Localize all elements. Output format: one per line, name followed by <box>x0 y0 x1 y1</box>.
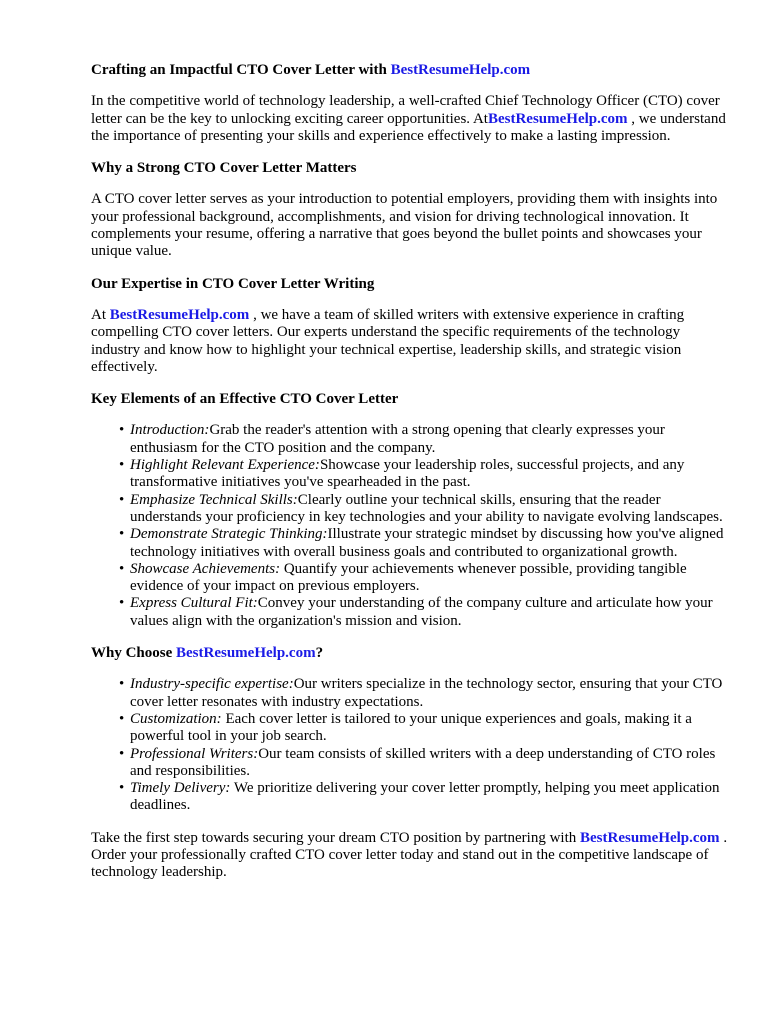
list-item-text: Clearly outline your technical skills, ensuring that the reader understands your proficiency in key technologies and your ability to navigate evolving landscapes. <box>130 491 723 525</box>
bullet-icon: • <box>119 526 125 543</box>
section-heading-why-choose <box>91 645 728 662</box>
list-item-label: Demonstrate Strategic Thinking: <box>130 526 328 543</box>
list-item-label: Industry-specific expertise: <box>130 676 294 693</box>
bullet-icon: • <box>119 422 125 439</box>
list-item-text: Illustrate your strategic mindset by discussing how you've aligned technology initiatives with overall business goals and contributed to organizational growth. <box>130 526 724 560</box>
closing-paragraph <box>91 830 728 882</box>
bullet-icon: • <box>119 676 125 693</box>
bullet-icon: • <box>119 710 125 727</box>
list-item <box>119 526 728 561</box>
section2-text-after: , we have a team of skilled writers with extensive experience in crafting compelling CTO cover letters. Our experts understand the specific requirements of the technology industry and know how to highlight your technical expertise, leadership skills, and strategic vision effectively. <box>91 306 685 375</box>
list-item-label: Express Cultural Fit: <box>130 595 258 612</box>
section2-paragraph <box>91 307 728 376</box>
list-item-text: Our writers specialize in the technology sector, ensuring that your CTO cover letter resonates with industry expectations. <box>130 676 723 710</box>
list-item <box>119 710 728 746</box>
why-choose-list <box>91 676 728 814</box>
list-item <box>119 676 728 711</box>
list-item-label: Professional Writers: <box>130 745 259 762</box>
intro-text-before: In the competitive world of technology leadership, a well-crafted Chief Technology Officer (CTO) cover letter can be the key to unlocking exciting career opportunities. At <box>91 93 720 127</box>
bullet-icon: • <box>119 560 125 577</box>
list-item <box>119 745 728 781</box>
section1-paragraph: A CTO cover letter serves as your introduction to potential employers, providing them with insights into your professional background, accomplishments, and vision for driving technological innovation. It complements your resume, offering a narrative that goes beyond the bullet points and showcases your unique value. <box>91 191 718 260</box>
why-choose-suffix: ? <box>315 645 324 662</box>
title-link[interactable]: BestResumeHelp.com <box>390 62 531 78</box>
page-title <box>91 62 728 79</box>
intro-link[interactable]: BestResumeHelp.com <box>487 110 628 127</box>
bullet-icon: • <box>119 595 125 612</box>
list-item-text: Convey your understanding of the company culture and articulate how your values align with the organization's mission and vision. <box>130 595 713 629</box>
section-heading-key-elements: Key Elements of an Effective CTO Cover Letter <box>91 391 399 408</box>
list-item <box>119 595 728 630</box>
list-item-label: Highlight Relevant Experience: <box>130 457 320 474</box>
list-item-label: Showcase Achievements: <box>130 560 281 577</box>
list-item-text: Grab the reader's attention with a strong opening that clearly expresses your enthusiasm for the CTO position and the company. <box>130 422 665 456</box>
bullet-icon: • <box>119 745 125 762</box>
list-item-label: Introduction: <box>130 422 210 439</box>
list-item-label: Customization: <box>130 710 222 727</box>
section2-link[interactable]: BestResumeHelp.com <box>109 306 250 323</box>
list-item <box>119 780 728 815</box>
list-item <box>119 422 728 457</box>
section-heading-expertise: Our Expertise in CTO Cover Letter Writing <box>91 275 375 292</box>
list-item <box>119 560 728 596</box>
section2-text-before: At <box>91 306 106 323</box>
list-item <box>119 491 728 527</box>
list-item-text: Each cover letter is tailored to your unique experiences and goals, making it a powerful tool in your job search. <box>130 710 692 745</box>
list-item-text: Quantify your achievements whenever possible, providing tangible evidence of your impact on previous employers. <box>130 560 687 595</box>
intro-paragraph <box>91 93 728 145</box>
list-item-text: Our team consists of skilled writers with a deep understanding of CTO roles and responsibilities. <box>130 745 716 779</box>
bullet-icon: • <box>119 780 125 797</box>
why-choose-link[interactable]: BestResumeHelp.com <box>176 645 316 662</box>
why-choose-prefix: Why Choose <box>91 645 173 662</box>
key-elements-list <box>91 422 728 630</box>
list-item-text: We prioritize delivering your cover letter promptly, helping you meet application deadlines. <box>130 780 720 814</box>
list-item-text: Showcase your leadership roles, successful projects, and any transformative initiatives you've spearheaded in the past. <box>130 457 685 491</box>
bullet-icon: • <box>119 457 125 474</box>
section-heading-why-strong: Why a Strong CTO Cover Letter Matters <box>91 160 357 177</box>
title-text: Crafting an Impactful CTO Cover Letter with <box>91 62 387 78</box>
closing-link[interactable]: BestResumeHelp.com <box>580 829 720 846</box>
list-item <box>119 457 728 492</box>
closing-text-after: . Order your professionally crafted CTO cover letter today and stand out in the competitive landscape of technology leadership. <box>91 829 728 881</box>
list-item-label: Emphasize Technical Skills: <box>130 491 298 508</box>
closing-text-before: Take the first step towards securing your dream CTO position by partnering with <box>91 829 577 846</box>
bullet-icon: • <box>119 491 125 508</box>
intro-text-after: , we understand the importance of presenting your skills and experience effectively to make a lasting impression. <box>91 110 726 144</box>
list-item-label: Timely Delivery: <box>130 780 231 797</box>
